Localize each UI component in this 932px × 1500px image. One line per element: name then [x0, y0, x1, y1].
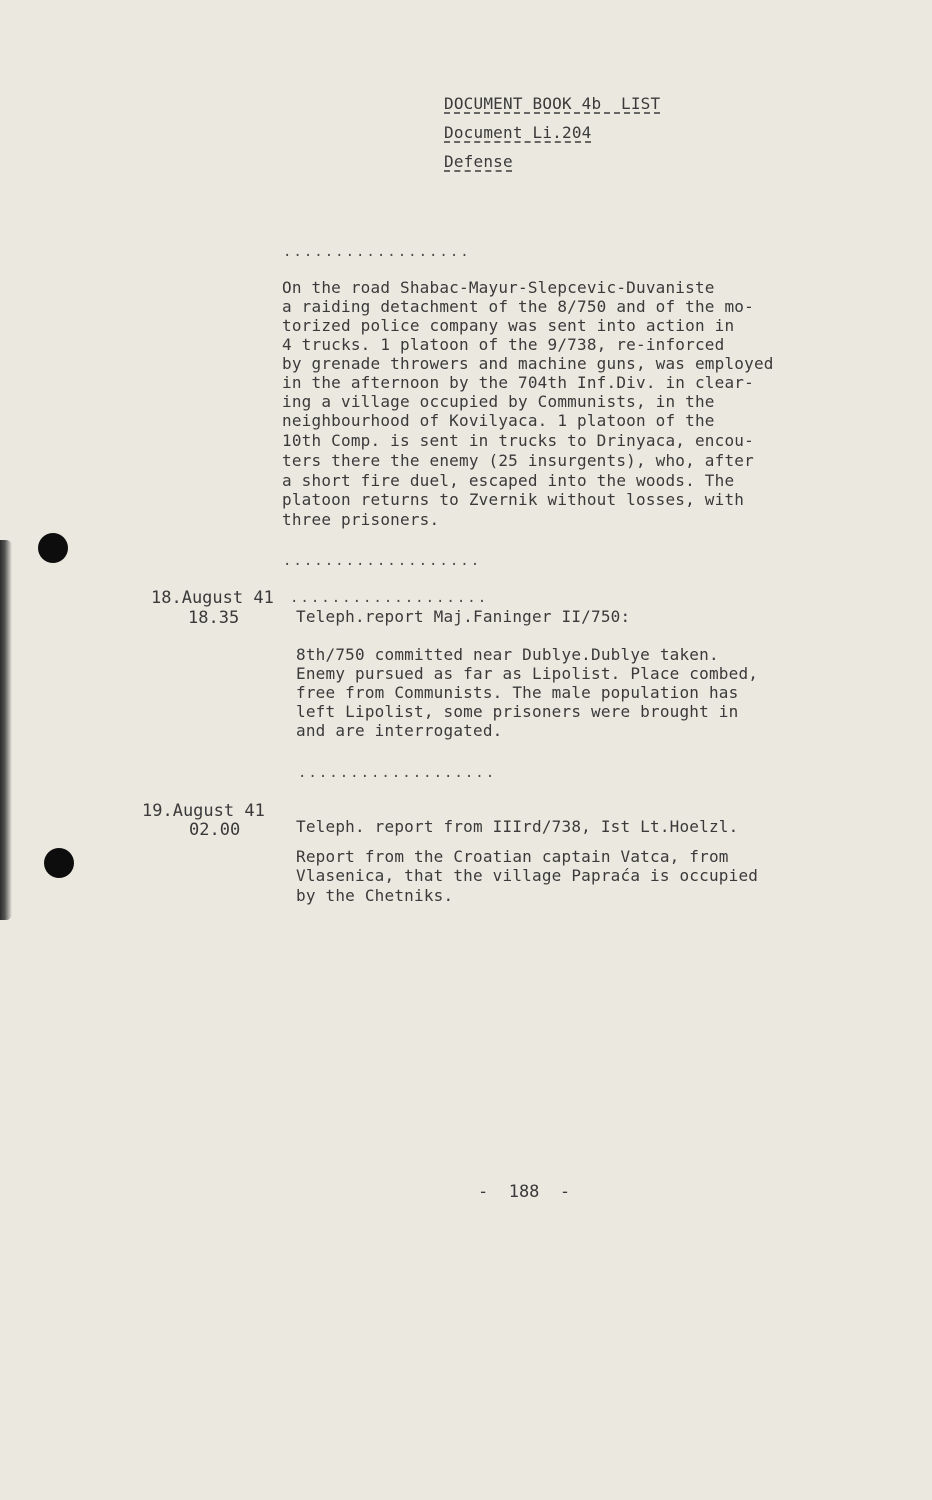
separator-2: ...................: [283, 553, 482, 569]
entry-time: 18.35: [188, 608, 240, 628]
entry-line: left Lipolist, some prisoners were brought in: [296, 702, 739, 721]
paragraph-line: a short fire duel, escaped into the woods. The: [282, 471, 735, 490]
paragraph-line: neighbourhood of Kovilyaca. 1 platoon of the: [282, 411, 715, 430]
separator-3: ...................: [290, 590, 489, 606]
separator-4: ...................: [298, 765, 497, 781]
entry-line: by the Chetniks.: [296, 886, 454, 905]
entry-date: 19.August 41: [142, 801, 265, 821]
entry-line: Enemy pursued as far as Lipolist. Place combed,: [296, 664, 759, 683]
entry-heading: Teleph.report Maj.Faninger II/750:: [296, 607, 631, 626]
entry-line: free from Communists. The male population has: [296, 683, 739, 702]
punch-hole-top: [38, 533, 68, 563]
document-number: Document Li.204: [444, 123, 592, 142]
entry-line: Vlasenica, that the village Papraća is occupied: [296, 866, 759, 885]
entry-heading: Teleph. report from IIIrd/738, Ist Lt.Hoelzl.: [296, 817, 739, 836]
paragraph-line: ters there the enemy (25 insurgents), who, after: [282, 451, 754, 470]
separator-1: ..................: [283, 244, 471, 260]
doc-book-title: DOCUMENT BOOK 4b LIST: [444, 94, 661, 113]
entry-line: Report from the Croatian captain Vatca, from: [296, 847, 729, 866]
paragraph-line: three prisoners.: [282, 510, 440, 529]
document-party: Defense: [444, 152, 513, 171]
entry-time: 02.00: [189, 820, 241, 840]
paragraph-line: by grenade throwers and machine guns, was employed: [282, 354, 774, 373]
entry-line: and are interrogated.: [296, 721, 503, 740]
entry-line: 8th/750 committed near Dublye.Dublye taken.: [296, 645, 719, 664]
paragraph-line: ing a village occupied by Communists, in the: [282, 392, 715, 411]
entry-date: 18.August 41: [151, 588, 274, 608]
paragraph-line: On the road Shabac-Mayur-Slepcevic-Duvaniste: [282, 278, 715, 297]
paragraph-line: platoon returns to Zvernik without losses, with: [282, 490, 745, 509]
paragraph-line: in the afternoon by the 704th Inf.Div. in clear-: [282, 373, 754, 392]
paragraph-line: 4 trucks. 1 platoon of the 9/738, re-inforced: [282, 335, 725, 354]
paragraph-line: a raiding detachment of the 8/750 and of the mo-: [282, 297, 754, 316]
page-number: - 188 -: [478, 1182, 571, 1202]
punch-hole-bottom: [44, 848, 74, 878]
page-edge-shadow: [0, 540, 12, 920]
paragraph-line: 10th Comp. is sent in trucks to Drinyaca, encou-: [282, 431, 754, 450]
paragraph-line: torized police company was sent into action in: [282, 316, 735, 335]
